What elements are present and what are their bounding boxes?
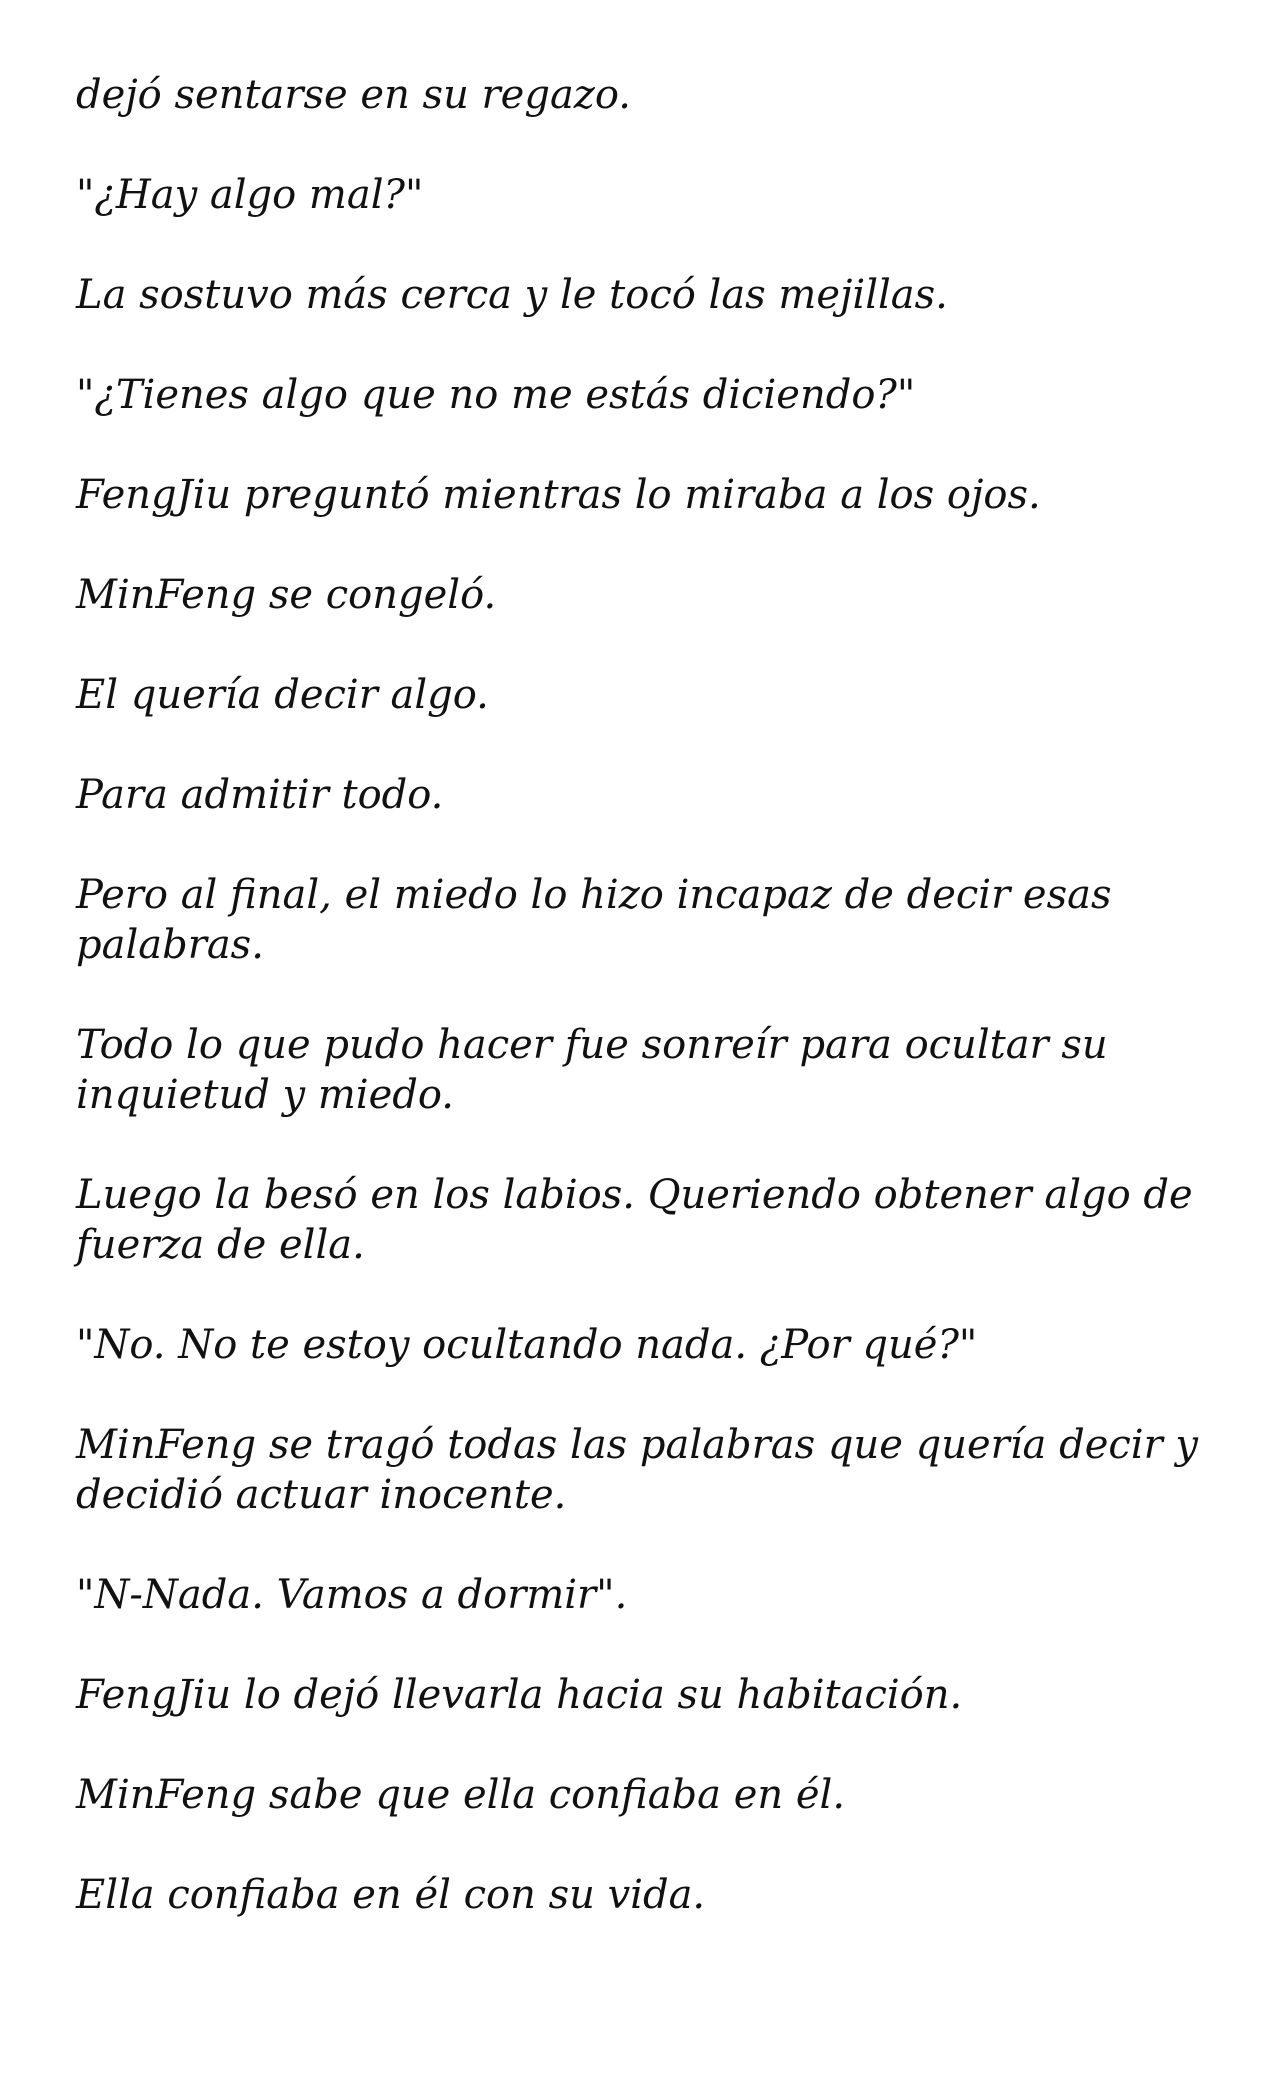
paragraph: Todo lo que pudo hacer fue sonreír para ocultar su inquietud y miedo. [76,1022,1108,1118]
paragraph: "¿Hay algo mal?" [76,172,424,218]
document-page [76,70,1206,1970]
paragraph: "No. No te estoy ocultando nada. ¿Por qué?" [76,1322,978,1368]
paragraph: MinFeng se congeló. [76,572,497,618]
paragraph: El quería decir algo. [76,672,489,718]
paragraph: "N-Nada. Vamos a dormir". [76,1572,628,1618]
paragraph: dejó sentarse en su regazo. [76,72,631,118]
paragraph: MinFeng se tragó todas las palabras que quería decir y decidió actuar inocente. [76,1422,1199,1518]
paragraph: FengJiu preguntó mientras lo miraba a los ojos. [76,472,1041,518]
paragraph: Ella confiaba en él con su vida. [76,1872,706,1918]
paragraph: MinFeng sabe que ella confiaba en él. [76,1772,846,1818]
paragraph: La sostuvo más cerca y le tocó las mejillas. [76,272,948,318]
paragraph: Pero al final, el miedo lo hizo incapaz de decir esas palabras. [76,872,1112,968]
paragraph: "¿Tienes algo que no me estás diciendo?" [76,372,916,418]
paragraph: FengJiu lo dejó llevarla hacia su habitación. [76,1672,963,1718]
paragraph: Para admitir todo. [76,772,444,818]
paragraph: Luego la besó en los labios. Queriendo obtener algo de fuerza de ella. [76,1172,1193,1268]
